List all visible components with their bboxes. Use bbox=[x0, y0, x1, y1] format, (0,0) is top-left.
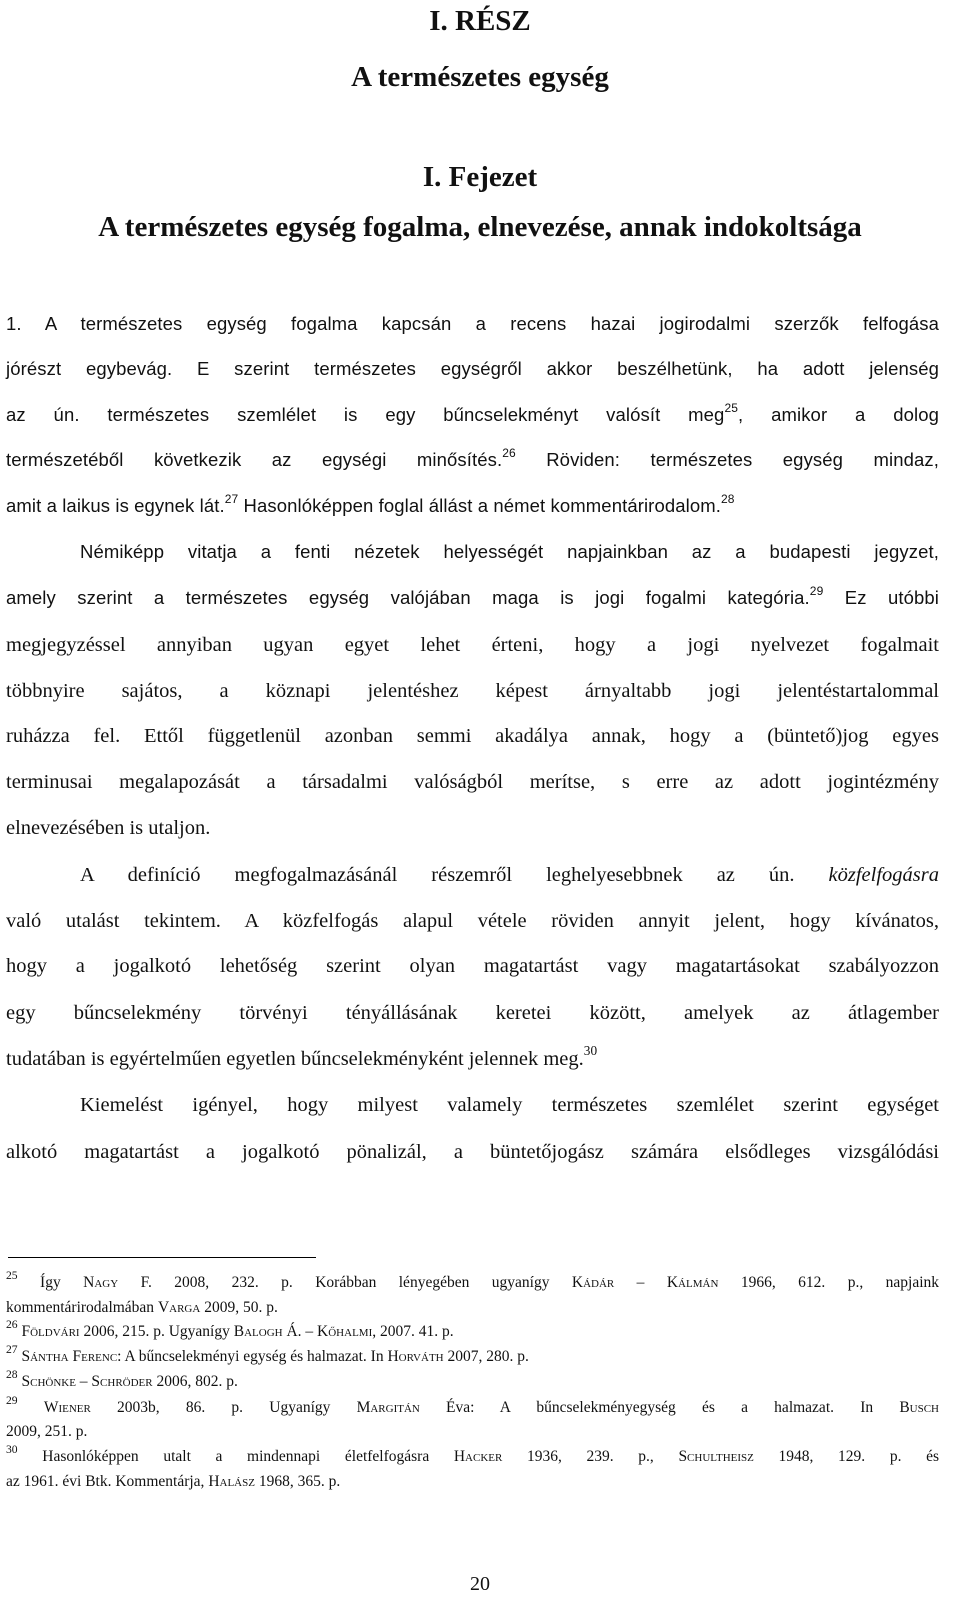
footnote-ref[interactable]: 28 bbox=[720, 492, 735, 507]
body-line: természetéből következik az egységi minősítés.$^{26}$ Röviden: természetes egység mindaz, bbox=[6, 446, 939, 470]
body-line: tudatában is egyértelműen egyetlen bűncselekményként jelennek meg.$^{30}$ bbox=[6, 1043, 598, 1070]
footnote-ref[interactable]: 30 bbox=[583, 1043, 598, 1059]
footnote-ref[interactable]: 26 bbox=[502, 446, 516, 461]
footnote-25-cont: kommentárirodalmában Varga 2009, 50. p. bbox=[6, 1299, 278, 1316]
body-line: jórészt egybevág. E szerint természetes egységről akkor beszélhetünk, ha adott jelenség bbox=[6, 358, 939, 379]
footnote-25: $^{25}$ Így Nagy F. 2008, 232. p. Korábban lényegében ugyanígy Kádár – Kálmán 1966, 612. p., napjaink bbox=[6, 1269, 940, 1291]
footnote-29: $^{29}$ Wiener 2003b, 86. p. Ugyanígy Margitán Éva: A bűncselekményegység és a halmazat. In Busch bbox=[6, 1394, 939, 1416]
footnote-27: $^{27}$ Sántha Ferenc: A bűncselekményi egység és halmazat. In Horváth 2007, 280. p. bbox=[6, 1343, 529, 1365]
body-line: egy bűncselekmény törvényi tényállásának keretei között, amelyek az átlagember bbox=[6, 1002, 939, 1024]
footnote-ref[interactable]: 27 bbox=[224, 492, 239, 507]
chapter-title: A természetes egység fogalma, elnevezése, annak indokoltsága bbox=[98, 211, 862, 243]
body-line: 1. A természetes egység fogalma kapcsán a recens hazai jogirodalmi szerzők felfogása bbox=[6, 313, 939, 334]
body-line: amit a laikus is egynek lát.$^{27}$ Hasonlóképpen foglal állást a német kommentárirodalom.$^{28}$ bbox=[6, 492, 735, 516]
page-number: 20 bbox=[470, 1573, 490, 1595]
footnote-ref[interactable]: 25 bbox=[724, 401, 739, 416]
body-line: ruházza fel. Ettől függetlenül azonban semmi akadálya annak, hogy a (büntető)jog egyes bbox=[6, 725, 939, 747]
body-line: Némiképp vitatja a fenti nézetek helyességét napjainkban az a budapesti jegyzet, bbox=[80, 541, 939, 562]
body-line: elnevezésében is utaljon. bbox=[6, 817, 211, 839]
footnote-30: $^{30}$ Hasonlóképpen utalt a mindennapi életfelfogásra Hacker 1936, 239. p., Schultheisz 1948, 129. p. és bbox=[6, 1443, 939, 1465]
body-line: Kiemelést igényel, hogy milyest valamely természetes szemlélet szerint egységet bbox=[80, 1094, 939, 1116]
body-line: az ún. természetes szemlélet is egy bűncselekményt valósít meg$^{25}$, amikor a dolog bbox=[6, 401, 939, 425]
body-line: A definíció megfogalmazásánál részemről leghelyesebbnek az ún. közfelfogásra bbox=[80, 864, 939, 886]
chapter-heading: I. Fejezet bbox=[422, 161, 538, 193]
part-title: A természetes egység bbox=[351, 61, 609, 93]
body-line: hogy a jogalkotó lehetőség szerint olyan magatartást vagy magatartásokat szabályozzon bbox=[6, 955, 939, 977]
body-line: megjegyzéssel annyiban ugyan egyet lehet érteni, hogy a jogi nyelvezet fogalmait bbox=[6, 634, 939, 656]
footnote-30-cont: az 1961. évi Btk. Kommentárja, Halász 1968, 365. p. bbox=[6, 1473, 341, 1490]
emphasis: közfelfogásra bbox=[828, 864, 939, 886]
footnote-26: $^{26}$ Földvári 2006, 215. p. Ugyanígy Balogh Á. – Kőhalmi, 2007. 41. p. bbox=[6, 1318, 454, 1340]
body-line: alkotó magatartást a jogalkotó pönalizál, a büntetőjogász számára elsődleges vizsgálódási bbox=[6, 1141, 939, 1163]
footnote-divider bbox=[8, 1257, 316, 1258]
body-line: való utalást tekintem. A közfelfogás alapul vétele röviden annyit jelent, hogy kívánatos, bbox=[6, 910, 939, 932]
part-heading: I. RÉSZ bbox=[429, 5, 531, 37]
body-line: amely szerint a természetes egység valójában maga is jogi fogalmi kategória.$^{29}$ Ez utóbbi bbox=[6, 584, 939, 608]
body-line: többnyire sajátos, a köznapi jelentéshez képest árnyaltabb jogi jelentéstartalommal bbox=[6, 680, 939, 702]
body-line: terminusai megalapozását a társadalmi valóságból merítse, s erre az adott jogintézmény bbox=[6, 771, 939, 793]
footnote-ref[interactable]: 29 bbox=[809, 584, 824, 599]
footnote-28: $^{28}$ Schönke – Schröder 2006, 802. p. bbox=[6, 1368, 238, 1390]
footnote-29-cont: 2009, 251. p. bbox=[6, 1423, 88, 1440]
